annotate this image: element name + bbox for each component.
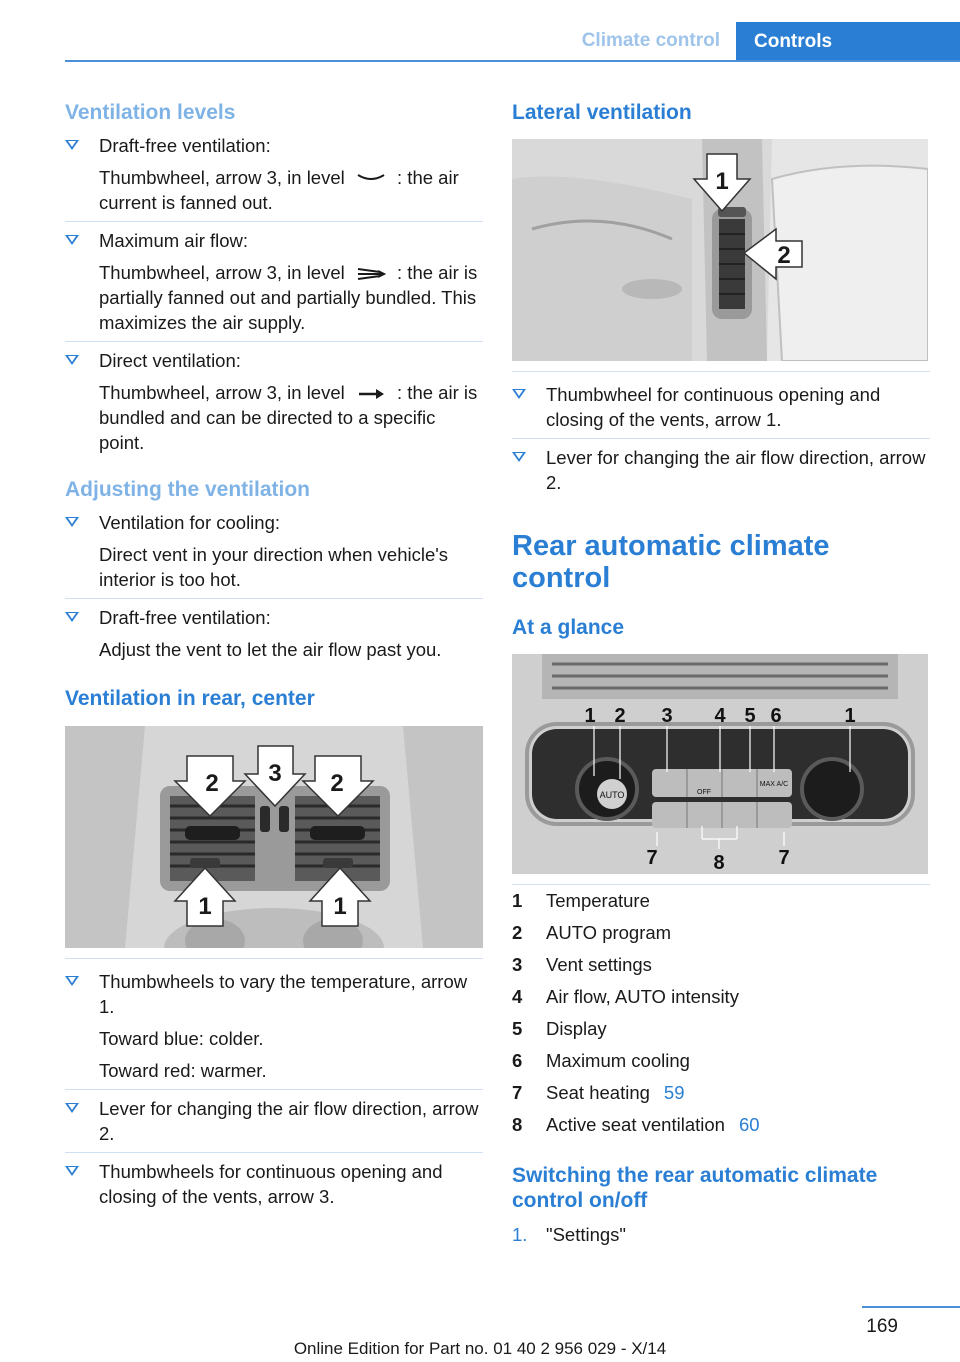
footer-edition-text: Online Edition for Part no. 01 40 2 956 029 - X/14 <box>293 1339 667 1358</box>
figure-label: 3 <box>268 759 282 787</box>
figure-label: 7 <box>646 847 658 870</box>
bullet-triangle-icon <box>65 140 79 150</box>
heading-rear-automatic-climate: Rear automatic climate control <box>512 530 830 595</box>
header-rule <box>65 60 960 62</box>
heading-lateral-ventilation: Lateral ventilation <box>512 101 692 124</box>
list-item: Thumbwheels to vary the temperature, arrow 1. <box>65 969 483 1019</box>
legend-item: 2 AUTO program <box>512 922 672 944</box>
panel-off-label: OFF <box>697 789 711 797</box>
rear-center-vents-figure <box>65 726 483 948</box>
bullet-triangle-icon <box>65 235 79 245</box>
bullet-triangle-icon <box>65 612 79 622</box>
header-chapter-tab: Controls <box>736 22 960 62</box>
panel-max-ac-label: MAX A/C <box>759 781 789 789</box>
figure-label: 1 <box>333 892 347 920</box>
bullet-triangle-icon <box>512 452 526 462</box>
bullet-triangle-icon <box>65 1166 79 1176</box>
step-item: 1. "Settings" <box>512 1223 626 1245</box>
panel-auto-button-label: AUTO <box>599 790 625 801</box>
list-item-detail: Thumbwheel, arrow 3, in level : the air is partially fanned out and partially bundled. This maximizes the air supply. <box>65 260 483 342</box>
figure-label: 5 <box>744 705 756 728</box>
figure-label: 2 <box>330 769 344 797</box>
list-item: Thumbwheel for continuous opening and closing of the vents, arrow 1. <box>512 382 930 439</box>
bullet-triangle-icon <box>65 1103 79 1113</box>
legend-item: 6 Maximum cooling <box>512 1050 690 1072</box>
heading-switching-rear-climate: Switching the rear automatic climate control on/off <box>512 1164 878 1213</box>
list-item: Draft-free ventilation: <box>65 605 483 630</box>
bullet-triangle-icon <box>512 389 526 399</box>
legend-item: 3 Vent settings <box>512 954 652 976</box>
header-section-title: Climate control <box>581 30 720 51</box>
page-number: 169 <box>866 1316 898 1337</box>
figure-label: 1 <box>198 892 212 920</box>
figure-label: 2 <box>205 769 219 797</box>
bullet-triangle-icon <box>65 517 79 527</box>
max-flow-icon <box>356 266 386 282</box>
figure-label: 3 <box>661 705 673 728</box>
legend-item: 7 Seat heating 59 <box>512 1077 930 1109</box>
list-item-detail: Adjust the vent to let the air flow past you. <box>99 639 442 661</box>
list-item: Thumbwheels for continuous opening and closing of the vents, arrow 3. <box>65 1159 483 1209</box>
figure-label: 1 <box>844 705 856 728</box>
figure-label: 2 <box>614 705 626 728</box>
list-item-detail: Toward red: warmer. <box>65 1058 483 1090</box>
list-item-detail: Thumbwheel, arrow 3, in level : the air is bundled and can be directed to a specific point. <box>99 382 478 454</box>
legend-item: 4 Air flow, AUTO intensity <box>512 986 739 1008</box>
legend-item: 8 Active seat ventilation 60 <box>512 1109 930 1141</box>
figure-label: 1 <box>715 168 729 196</box>
legend-item: 5 Display <box>512 1018 607 1040</box>
page-reference-link[interactable]: 60 <box>738 1114 760 1136</box>
list-item-detail: Direct vent in your direction when vehicle's interior is too hot. <box>65 542 483 599</box>
legend-item: 1 Temperature <box>512 890 650 912</box>
figure-label: 7 <box>778 847 790 870</box>
figure-label: 8 <box>713 852 725 875</box>
figure-label: 2 <box>777 242 791 270</box>
list-item-detail: Toward blue: colder. <box>99 1027 264 1049</box>
list-item: Direct ventilation: <box>65 348 483 373</box>
heading-at-a-glance: At a glance <box>512 615 625 639</box>
figure-label: 6 <box>770 705 782 728</box>
list-item: Lever for changing the air flow direction, arrow 2. <box>65 1096 483 1153</box>
heading-ventilation-levels: Ventilation levels <box>65 101 236 124</box>
rear-climate-panel-figure <box>512 654 928 874</box>
bullet-triangle-icon <box>65 976 79 986</box>
list-item-detail: Thumbwheel, arrow 3, in level : the air current is fanned out. <box>65 165 483 222</box>
heading-ventilation-rear-center: Ventilation in rear, center <box>65 687 315 711</box>
footer-rule <box>862 1306 960 1308</box>
direct-arrow-icon <box>356 386 386 402</box>
figure-label: 1 <box>584 705 596 728</box>
list-item: Lever for changing the air flow direction, arrow 2. <box>512 445 930 495</box>
fanned-out-icon <box>356 171 386 187</box>
legend-list <box>512 884 930 1141</box>
left-column <box>65 100 483 1209</box>
list-item: Draft-free ventilation: <box>65 133 483 158</box>
bullet-triangle-icon <box>65 355 79 365</box>
list-item: Ventilation for cooling: <box>65 510 483 535</box>
figure-label: 4 <box>714 705 726 728</box>
lateral-vent-figure <box>512 139 928 361</box>
list-item: Maximum air flow: <box>65 228 483 253</box>
right-column <box>512 100 930 1247</box>
heading-adjusting-ventilation: Adjusting the ventilation <box>65 478 310 502</box>
page-reference-link[interactable]: 59 <box>663 1082 685 1104</box>
